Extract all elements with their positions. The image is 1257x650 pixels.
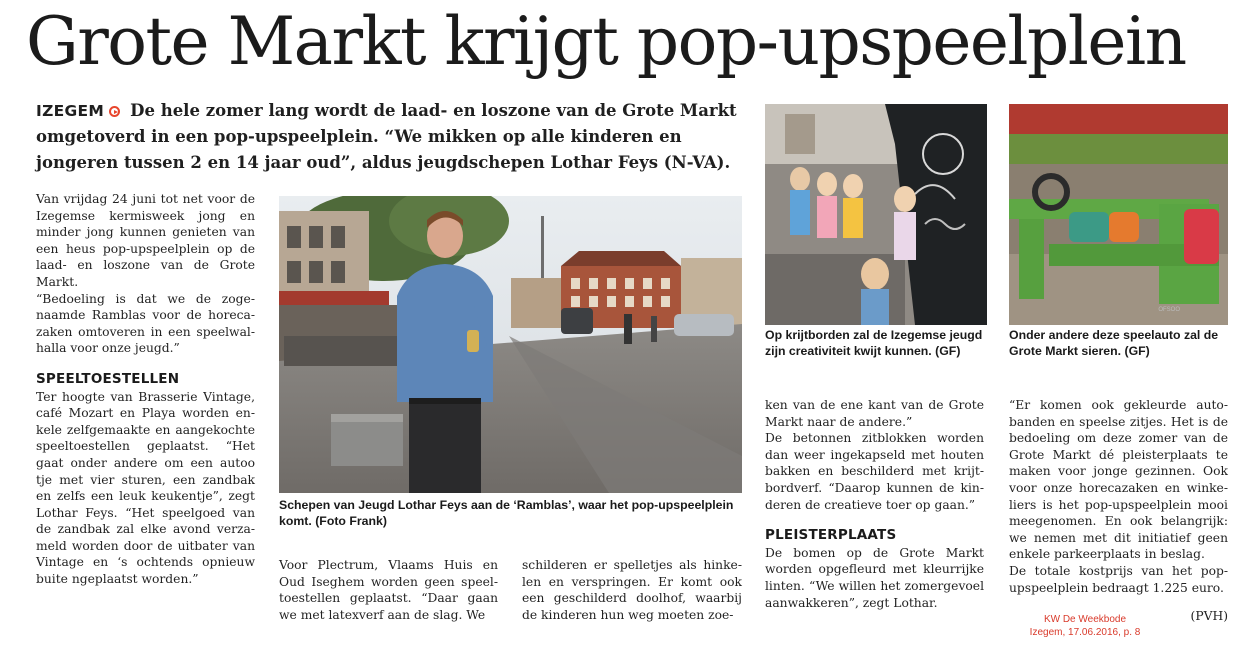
- dateline: IZEGEM: [36, 102, 105, 120]
- column-5: [1009, 397, 1228, 596]
- chalkboard-illustration: [765, 104, 987, 325]
- col1-paragraph-1: Van vrijdag 24 juni tot net voor de Izegemse kermisweek jong en minder jong kunnen genieten van een heus pop-upspeelplein op de laad- en loszone van de Grote Markt.: [36, 192, 255, 289]
- source-credit: [1005, 613, 1165, 639]
- author-initials: (PVH): [1190, 609, 1228, 623]
- column-3: [522, 557, 742, 623]
- col4-paragraph-3: De bomen op de Grote Markt worden opgefleurd met kleurrijke linten. “We willen het zomergevoel aanwakkeren”, zegt Lothar.: [765, 545, 984, 610]
- column-1: [36, 191, 255, 588]
- column-4: [765, 397, 984, 611]
- play-car-illustration: [1009, 104, 1228, 325]
- intro-lead: [36, 98, 748, 176]
- chalkboard-photo-caption: Op krijtborden zal de Izegemse jeugd zijn creativiteit kwijt kunnen. (GF): [765, 328, 983, 358]
- intro-text: De hele zomer lang wordt de laad- en loszone van de Grote Markt omgetoverd in een pop-upspeelplein. “We mikken op alle kinderen en jongeren tussen 2 en 14 jaar oud”, aldus jeugdschepen Lothar Feys (N-VA).: [36, 101, 737, 172]
- arrow-circle-icon: [109, 106, 120, 117]
- column-2: [279, 557, 498, 623]
- col4-paragraph-2: De betonnen zitblokken worden dan weer ingekapseld met houten bakken en beschilderd met krijtbordverf. “Daarop kunnen de kinderen de creatieve toer op gaan.”: [765, 431, 984, 512]
- source-date-page: Izegem, 17.06.2016, p. 8: [1029, 627, 1141, 638]
- source-publication: KW De Weekbode: [1043, 614, 1127, 625]
- subhead-speeltoestellen: SPEELTOESTELLEN: [36, 370, 180, 387]
- col5-paragraph-1: “Er komen ook gekleurde autobanden en speelse zitjes. Het is de bedoeling om deze zomer van de Grote Markt dé pleisterplaats te maken voor jonge gezinnen. Ook voor onze horecazaken en winkeliers is het pop-upspeelplein mooi meegenomen. En ook belangrijk: we nemen met dit initiatief geen enkele parkeerplaats in beslag.: [1009, 398, 1228, 562]
- col4-paragraph-1: ken van de ene kant van de Grote Markt naar de andere.”: [765, 398, 984, 429]
- col2-paragraph-1: Voor Plectrum, Vlaams Huis en Oud Iseghem worden geen speeltoestellen geplaatst. “Daar gaan we met latexverf aan de slag. We: [279, 558, 498, 622]
- main-photo-caption: Schepen van Jeugd Lothar Feys aan de ‘Ramblas’, waar het pop-upspeelplein komt. (Foto Frank): [279, 498, 734, 528]
- col1-paragraph-3: Ter hoogte van Brasserie Vintage, café Mozart en Playa worden enkele zelfgemaakte en aangekochte speeltoestellen geplaatst. “Het gaat onder andere om een autoo tje met vier sturen, een zandbak en zelfs een leuk keukentje”, zegt Lothar Feys. “Het speelgoed van de zandbak zal elke avond verzameld worden door de uitbater van Vintage en ‘s ochtends opnieuw buite ngeplaatst worden.”: [36, 389, 255, 587]
- chalkboard-photo: [765, 104, 987, 325]
- play-car-photo-caption: Onder andere deze speelauto zal de Grote Markt sieren. (GF): [1009, 328, 1219, 358]
- headline: Grote Markt krijgt pop-upspeelplein: [26, 3, 1186, 80]
- subhead-pleisterplaats: PLEISTERPLAATS: [765, 527, 897, 544]
- col1-paragraph-2: “Bedoeling is dat we de zogenaamde Ramblas voor de horecazaken omtoveren in een speelwalhalla voor onze jeugd.”: [36, 291, 255, 356]
- photo-tag: OFSOO: [1158, 307, 1180, 313]
- col3-paragraph-1: schilderen er spelletjes als hinkelen en verspringen. Er komt ook een geschilderd doolhof, waarbij de kinderen hun weg moeten zoe-: [522, 558, 742, 622]
- play-car-photo: [1009, 104, 1228, 325]
- main-photo-illustration: [279, 196, 742, 493]
- col5-paragraph-2: De totale kostprijs van het popupspeelplein bedraagt 1.225 euro.: [1009, 563, 1228, 595]
- main-photo: [279, 196, 742, 493]
